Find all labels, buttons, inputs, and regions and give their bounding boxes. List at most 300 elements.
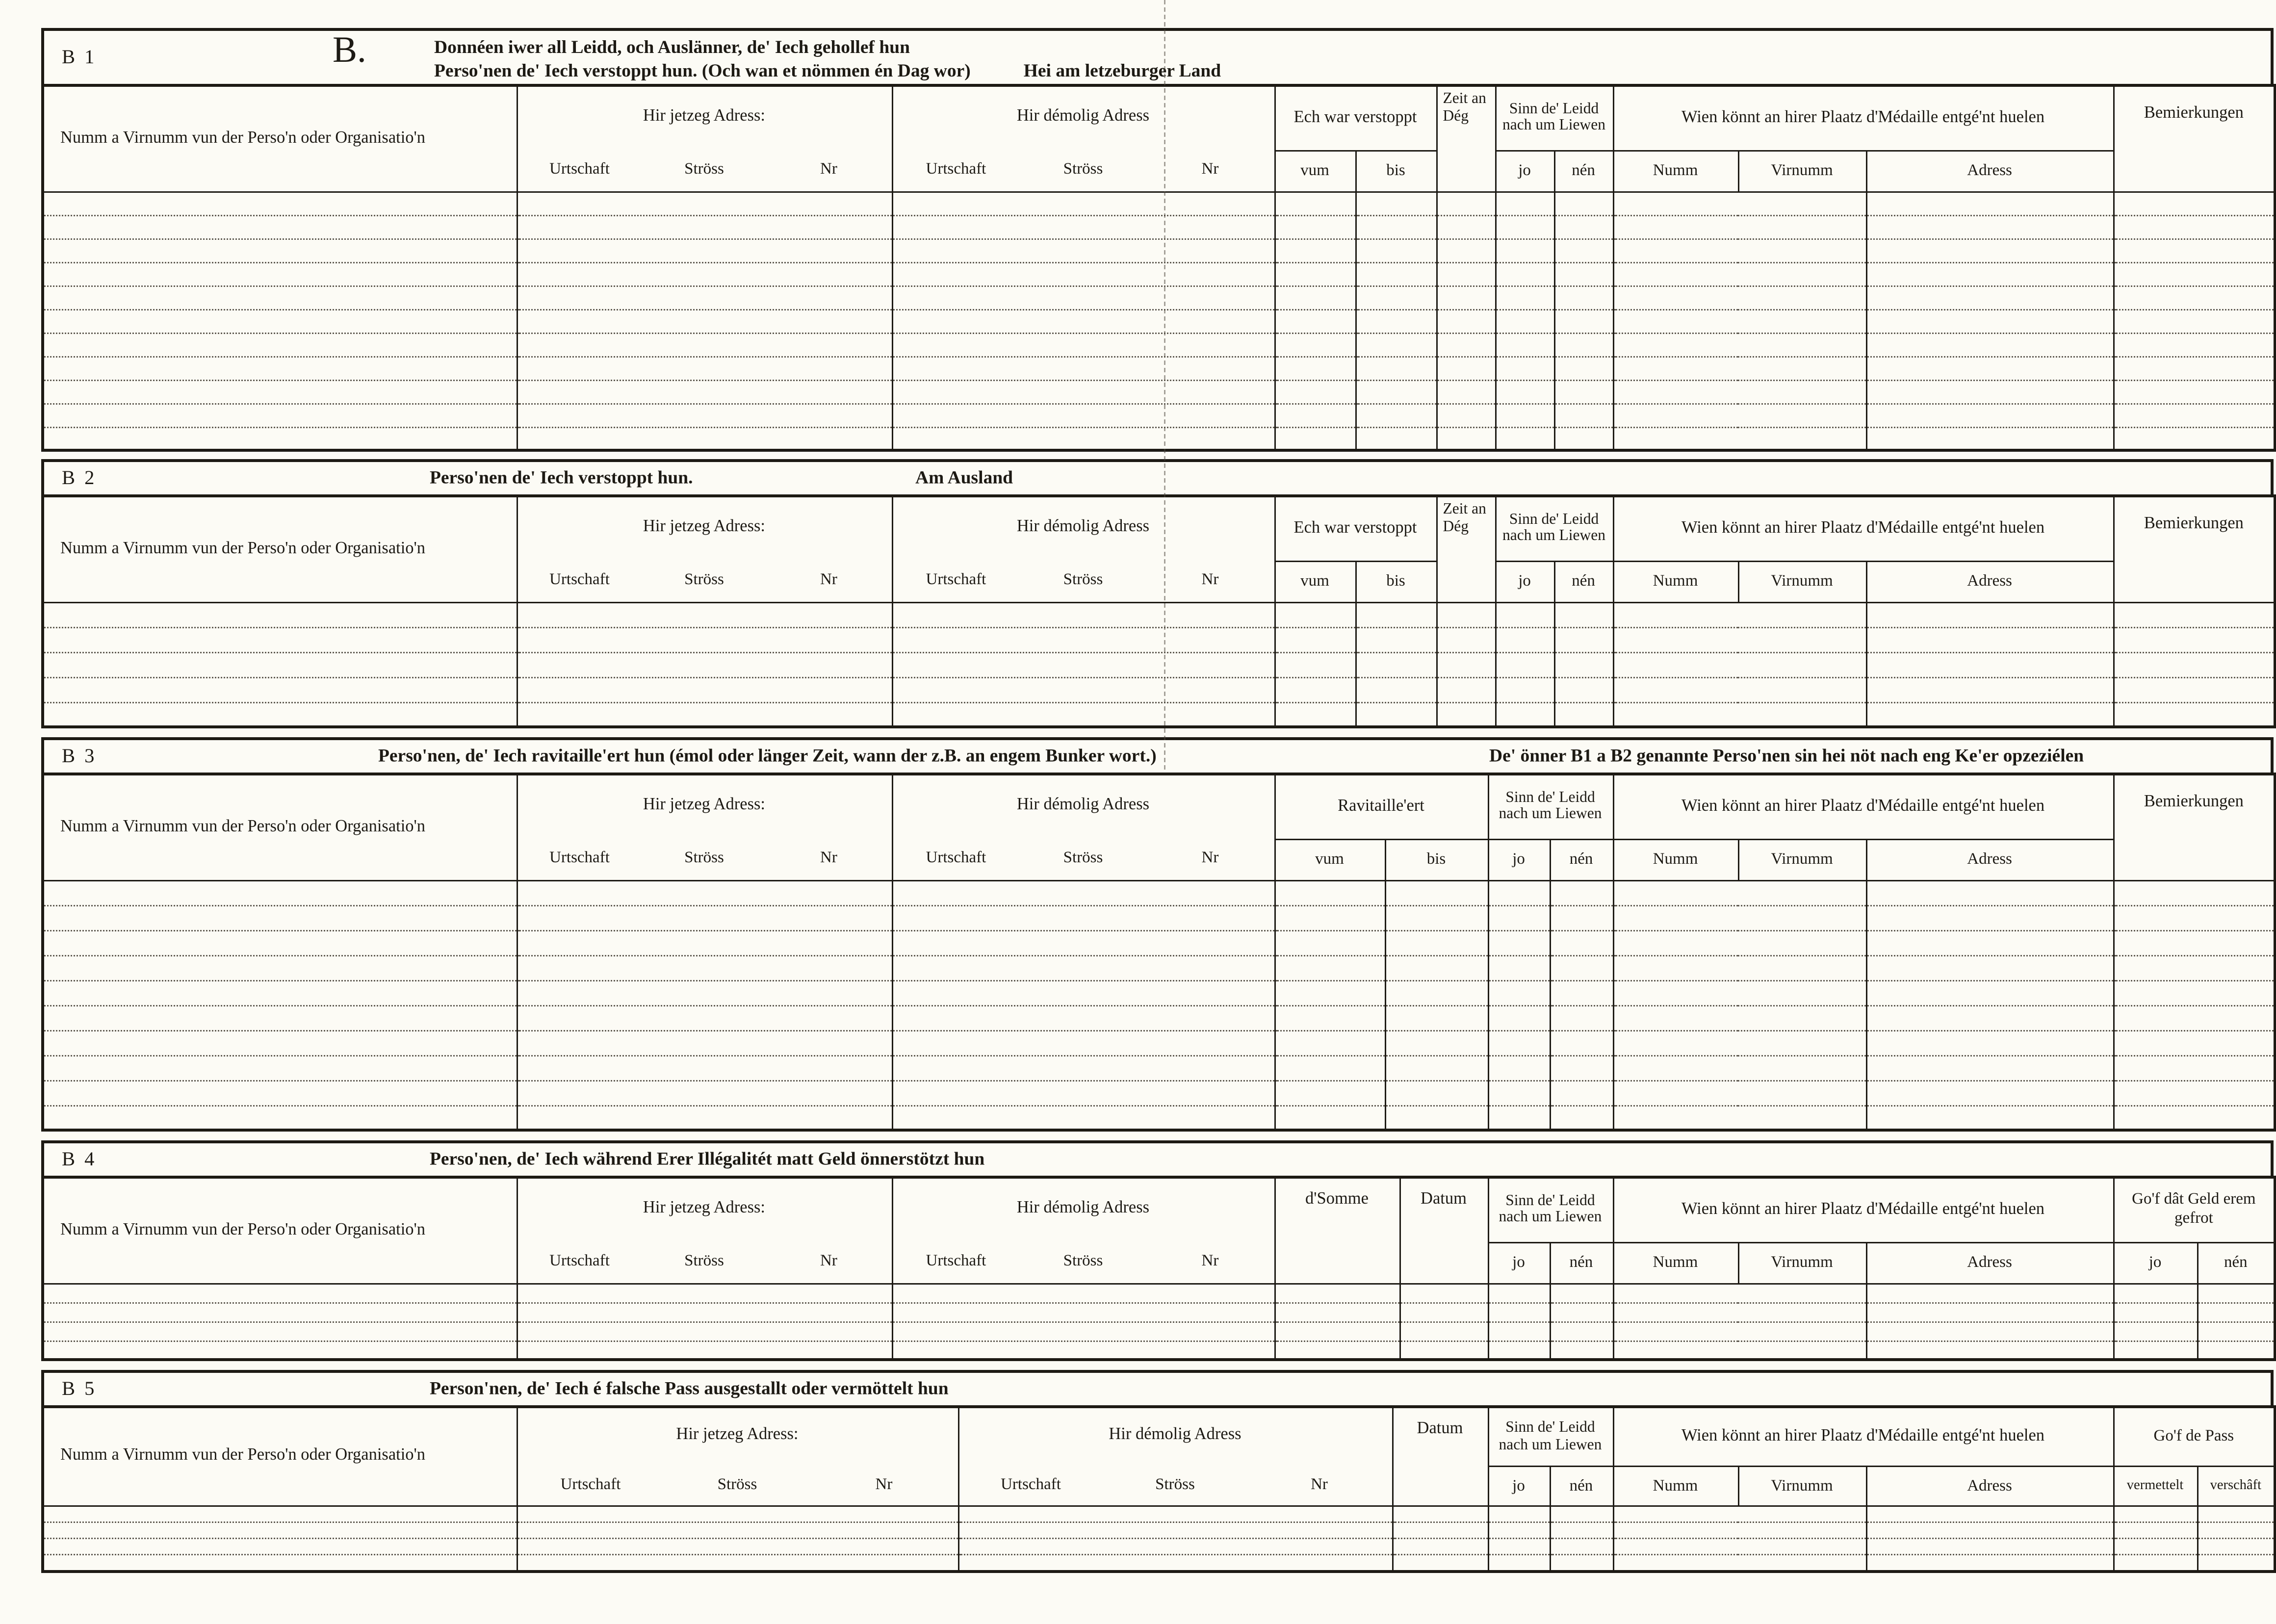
section-b1 [41,28,2274,452]
entry-cell [1613,1522,1866,1539]
entry-cell [892,677,1274,702]
entry-cell [43,309,517,333]
subheader-firstname: Virnumm [1738,561,1866,602]
entry-cell [517,955,892,980]
entry-row [43,1030,2275,1055]
entry-cell [1613,262,1866,285]
entry-cell [517,1302,892,1321]
entry-row [43,930,2275,955]
subheader-address: Adress [1866,839,2113,880]
subheader-town: Urtschaft [549,1252,610,1270]
subheader-street: Ströss [717,1475,757,1494]
entry-cell [1613,380,1866,403]
entry-cell [1355,191,1436,215]
entry-cell [958,1539,1392,1555]
entry-cell [1495,403,1554,427]
entry-cell [517,880,892,905]
entry-cell [1274,238,1355,262]
entry-cell [1866,1506,2113,1522]
section-b4 [41,1140,2274,1361]
entry-cell [517,602,892,627]
entry-cell [1554,333,1613,356]
entry-cell [1550,1080,1613,1105]
entry-cell [892,285,1274,309]
entry-cell [1550,1030,1613,1055]
entry-cell [2113,905,2275,930]
entry-cell [1554,356,1613,380]
entry-row [43,1055,2275,1080]
section-b1-title-line2: Perso'nen de' Iech verstoppt hun. (Och wan et nömmen én Dag wor) [434,60,971,81]
subheader-street: Ströss [684,1252,724,1270]
entry-row [43,702,2275,727]
entry-cell [892,215,1274,238]
entry-cell [892,1340,1274,1360]
entry-cell [1866,238,2113,262]
entry-row [43,380,2275,403]
current-address-sublabels [517,837,891,878]
entry-cell [2113,215,2275,238]
former-address-sublabels [959,1464,1392,1505]
entry-cell [517,1005,892,1030]
entry-cell [43,356,517,380]
entry-row [43,427,2275,450]
entry-cell [1613,905,1866,930]
entry-cell [1399,1283,1488,1302]
entry-cell [2113,602,2275,627]
entry-cell [517,1555,958,1571]
entry-cell [1613,215,1866,238]
entry-row [43,309,2275,333]
entry-cell [1488,1506,1550,1522]
entry-cell [1355,238,1436,262]
entry-cell [1436,602,1495,627]
entry-cell [1550,1302,1613,1321]
entry-cell [517,1506,958,1522]
entry-cell [2197,1555,2275,1571]
former-address-label: Hir démolig Adress [1016,108,1150,126]
subheader-until: bis [1385,839,1488,880]
section-b5-label: B 5 [62,1377,97,1399]
entry-row [43,880,2275,905]
entry-cell [2113,403,2275,427]
entry-cell [2113,380,2275,403]
entry-row [43,238,2275,262]
entry-row [43,1340,2275,1360]
entry-row [43,1506,2275,1522]
entry-cell [1355,627,1436,652]
former-address-sublabels [893,837,1274,878]
entry-row [43,403,2275,427]
header-still-alive: Sinn de' Leidd nach um Liewen [1488,1177,1613,1242]
subheader-address: Adress [1866,561,2113,602]
entry-row [43,1080,2275,1105]
entry-cell [43,238,517,262]
entry-cell [1436,333,1495,356]
entry-cell [43,1005,517,1030]
subheader-number: Nr [820,160,837,178]
entry-cell [1613,238,1866,262]
entry-cell [517,1055,892,1080]
entry-cell [1495,285,1554,309]
entry-cell [43,1302,517,1321]
entry-cell [1274,356,1355,380]
entry-cell [1274,627,1355,652]
entry-cell [43,905,517,930]
entry-cell [2197,1522,2275,1539]
subheader-no: nén [1550,839,1613,880]
subheader-street: Ströss [1155,1475,1195,1494]
entry-cell [1866,309,2113,333]
entry-cell [1495,191,1554,215]
entry-cell [892,1030,1274,1055]
entry-cell [43,1539,517,1555]
table-b2 [41,494,2276,728]
entry-cell [1866,905,2113,930]
entry-cell [892,1055,1274,1080]
entry-cell [1488,905,1550,930]
entry-cell [1613,1539,1866,1555]
entry-cell [1613,980,1866,1005]
current-address-sublabels [517,1240,891,1282]
entry-cell [1355,309,1436,333]
entry-cell [1495,309,1554,333]
entry-cell [1495,262,1554,285]
current-address-sublabels [517,559,891,600]
subheader-number: Nr [1201,1252,1219,1270]
header-date: Datum [1392,1407,1488,1506]
header-medal-recipient: Wien könnt an hirer Plaatz d'Médaille entgé'nt huelen [1613,85,2113,150]
entry-cell [892,1283,1274,1302]
entry-cell [1436,380,1495,403]
section-b3-title-note: De' önner B1 a B2 genannte Perso'nen sin hei nöt nach eng Ke'er opzeziélen [1489,745,2084,766]
entry-cell [1392,1506,1488,1522]
entry-cell [1613,1055,1866,1080]
subheader-town: Urtschaft [560,1475,621,1494]
entry-cell [2113,427,2275,450]
section-b2-title-location: Am Ausland [915,467,1013,488]
entry-cell [1488,880,1550,905]
entry-cell [1488,1005,1550,1030]
entry-cell [1274,652,1355,677]
entry-cell [2113,652,2275,677]
entry-cell [892,262,1274,285]
subheader-yes: jo [1488,1242,1550,1283]
entry-cell [2113,627,2275,652]
entry-cell [43,602,517,627]
subheader-number: Nr [820,1252,837,1270]
subheader-address: Adress [1866,1467,2113,1506]
entry-cell [892,880,1274,905]
subheader-town: Urtschaft [549,570,610,589]
section-b4-band [41,1140,2274,1176]
header-still-alive: Sinn de' Leidd nach um Liewen [1495,85,1613,150]
entry-cell [1436,652,1495,677]
header-former-address [892,496,1274,602]
entry-cell [1613,191,1866,215]
subheader-yes: jo [2113,1242,2197,1283]
entry-cell [1436,356,1495,380]
entry-cell [2113,1005,2275,1030]
current-address-label: Hir jetzeg Adress: [676,1426,799,1444]
entry-cell [1866,380,2113,403]
entry-cell [1385,1030,1488,1055]
entry-cell [1385,1005,1488,1030]
entry-cell [892,380,1274,403]
entry-cell [1392,1522,1488,1539]
entry-cell [43,627,517,652]
entry-cell [2113,1030,2275,1055]
subheader-no: nén [1550,1467,1613,1506]
subheader-street: Ströss [684,570,724,589]
entry-cell [1385,1055,1488,1080]
entry-cell [1866,403,2113,427]
entry-cell [1550,1055,1613,1080]
entry-cell [2197,1321,2275,1340]
subheader-town: Urtschaft [549,160,610,178]
header-name-column: Numm a Virnumm vun der Perso'n oder Organisatio'n [60,539,426,557]
section-b5-band [41,1370,2274,1405]
entry-cell [1554,285,1613,309]
entry-cell [1866,191,2113,215]
section-b3 [41,737,2274,1132]
entry-row [43,262,2275,285]
entry-cell [2113,1283,2197,1302]
header-current-address [517,1407,958,1506]
entry-cell [892,238,1274,262]
header-still-alive: Sinn de' Leidd nach um Liewen [1495,496,1613,561]
subheader-street: Ströss [1063,1252,1103,1270]
entry-cell [1554,677,1613,702]
entry-cell [1274,677,1355,702]
entry-cell [1613,1105,1866,1130]
subheader-name: Numm [1613,150,1738,191]
entry-cell [1613,627,1866,652]
entry-cell [1392,1555,1488,1571]
entry-row [43,677,2275,702]
entry-cell [1495,356,1554,380]
entry-cell [1613,677,1866,702]
entry-cell [1488,1340,1550,1360]
entry-cell [43,1321,517,1340]
entry-cell [1274,1005,1385,1030]
section-b2-title: Perso'nen de' Iech verstoppt hun. [430,467,693,488]
entry-cell [2113,285,2275,309]
entry-cell [892,955,1274,980]
entry-cell [2113,980,2275,1005]
entry-cell [1274,1283,1399,1302]
subheader-address: Adress [1866,1242,2113,1283]
former-address-sublabels [893,1240,1274,1282]
entry-cell [2113,191,2275,215]
entry-cell [517,677,892,702]
entry-cell [517,238,892,262]
entry-cell [1613,880,1866,905]
table-b3-body [43,880,2275,1130]
subheader-yes: jo [1488,1467,1550,1506]
entry-cell [1488,1055,1550,1080]
entry-row [43,1283,2275,1302]
entry-row [43,1105,2275,1130]
entry-cell [1866,652,2113,677]
entry-cell [517,215,892,238]
entry-cell [2113,955,2275,980]
entry-cell [1866,356,2113,380]
entry-cell [1550,1283,1613,1302]
entry-cell [43,1105,517,1130]
header-days-count: Zeit an Dég [1436,85,1495,191]
entry-cell [1436,627,1495,652]
entry-cell [517,1030,892,1055]
entry-cell [1355,285,1436,309]
entry-cell [1436,262,1495,285]
entry-cell [43,1055,517,1080]
entry-cell [2197,1539,2275,1555]
entry-cell [1550,930,1613,955]
entry-cell [1554,215,1613,238]
subheader-from: vum [1274,839,1385,880]
entry-cell [517,403,892,427]
entry-cell [1488,1555,1550,1571]
header-medal-recipient: Wien könnt an hirer Plaatz d'Médaille entgé'nt huelen [1613,1407,2113,1467]
entry-row [43,1321,2275,1340]
entry-cell [517,905,892,930]
entry-cell [43,333,517,356]
entry-cell [1488,1522,1550,1539]
entry-cell [1355,380,1436,403]
entry-cell [1436,677,1495,702]
entry-cell [892,191,1274,215]
entry-cell [517,1080,892,1105]
entry-cell [1613,333,1866,356]
subheader-firstname: Virnumm [1738,839,1866,880]
section-b4-title: Perso'nen, de' Iech während Erer Illégalitét matt Geld önnerstötzt hun [430,1148,985,1169]
entry-cell [1355,215,1436,238]
entry-cell [1613,1030,1866,1055]
entry-cell [517,1340,892,1360]
entry-cell [517,427,892,450]
entry-cell [1399,1321,1488,1340]
entry-row [43,627,2275,652]
entry-row [43,1555,2275,1571]
entry-cell [517,333,892,356]
entry-cell [958,1522,1392,1539]
entry-cell [1488,1321,1550,1340]
entry-cell [517,285,892,309]
entry-cell [1866,880,2113,905]
entry-cell [43,955,517,980]
header-hidden-period: Ech war verstoppt [1274,85,1436,150]
entry-row [43,191,2275,215]
entry-cell [1613,1283,1866,1302]
entry-cell [1436,309,1495,333]
entry-cell [1554,238,1613,262]
current-address-label: Hir jetzeg Adress: [643,797,766,815]
header-name-column: Numm a Virnumm vun der Perso'n oder Organisatio'n [60,129,426,147]
entry-cell [892,427,1274,450]
entry-cell [1613,1005,1866,1030]
entry-cell [1495,427,1554,450]
entry-cell [2113,702,2275,727]
entry-cell [1866,980,2113,1005]
section-b3-title: Perso'nen, de' Iech ravitaille'ert hun (émol oder länger Zeit, wann der z.B. an engem Bunker wort.) [378,745,1157,766]
entry-cell [1399,1340,1488,1360]
entry-cell [2113,1302,2197,1321]
entry-cell [1274,309,1355,333]
table-b5 [41,1405,2276,1572]
entry-cell [1488,1080,1550,1105]
entry-cell [1866,427,2113,450]
table-b2-body [43,602,2275,727]
entry-cell [1274,427,1355,450]
entry-cell [1436,238,1495,262]
entry-cell [1550,880,1613,905]
entry-cell [43,880,517,905]
entry-cell [1550,1005,1613,1030]
entry-cell [43,1283,517,1302]
entry-cell [892,930,1274,955]
entry-cell [1274,262,1355,285]
entry-cell [43,1080,517,1105]
header-medal-recipient: Wien könnt an hirer Plaatz d'Médaille entgé'nt huelen [1613,774,2113,839]
section-b5 [41,1370,2274,1572]
header-still-alive: Sinn de' Leidd nach um Liewen [1488,774,1613,839]
header-name-column: Numm a Virnumm vun der Perso'n oder Organisatio'n [60,817,426,835]
entry-cell [517,652,892,677]
entry-cell [2113,309,2275,333]
entry-cell [1613,1555,1866,1571]
table-b3 [41,773,2276,1132]
entry-cell [1274,602,1355,627]
entry-cell [1385,1105,1488,1130]
entry-cell [1613,955,1866,980]
entry-cell [1274,215,1355,238]
entry-cell [1488,930,1550,955]
subheader-no: nén [2197,1242,2275,1283]
entry-cell [43,652,517,677]
entry-cell [517,1321,892,1340]
entry-cell [517,1539,958,1555]
entry-cell [1866,1539,2113,1555]
subheader-firstname: Virnumm [1738,1242,1866,1283]
entry-cell [2113,1555,2197,1571]
entry-cell [892,602,1274,627]
section-b3-band [41,737,2274,773]
entry-cell [43,380,517,403]
entry-cell [517,380,892,403]
entry-cell [1274,403,1355,427]
entry-cell [892,1105,1274,1130]
current-address-sublabels [517,1464,957,1505]
entry-cell [517,262,892,285]
entry-cell [2197,1283,2275,1302]
subheader-yes: jo [1495,561,1554,602]
entry-cell [1613,427,1866,450]
entry-cell [1488,1283,1550,1302]
section-b1-label: B 1 [62,46,97,68]
entry-cell [2113,333,2275,356]
entry-cell [43,1340,517,1360]
header-medal-recipient: Wien könnt an hirer Plaatz d'Médaille entgé'nt huelen [1613,1177,2113,1242]
entry-row [43,1302,2275,1321]
entry-cell [1355,702,1436,727]
entry-cell [892,1080,1274,1105]
entry-cell [892,652,1274,677]
entry-cell [1274,285,1355,309]
former-address-label: Hir démolig Adress [1016,797,1150,815]
entry-cell [2113,1506,2197,1522]
entry-cell [1613,702,1866,727]
entry-cell [1274,191,1355,215]
